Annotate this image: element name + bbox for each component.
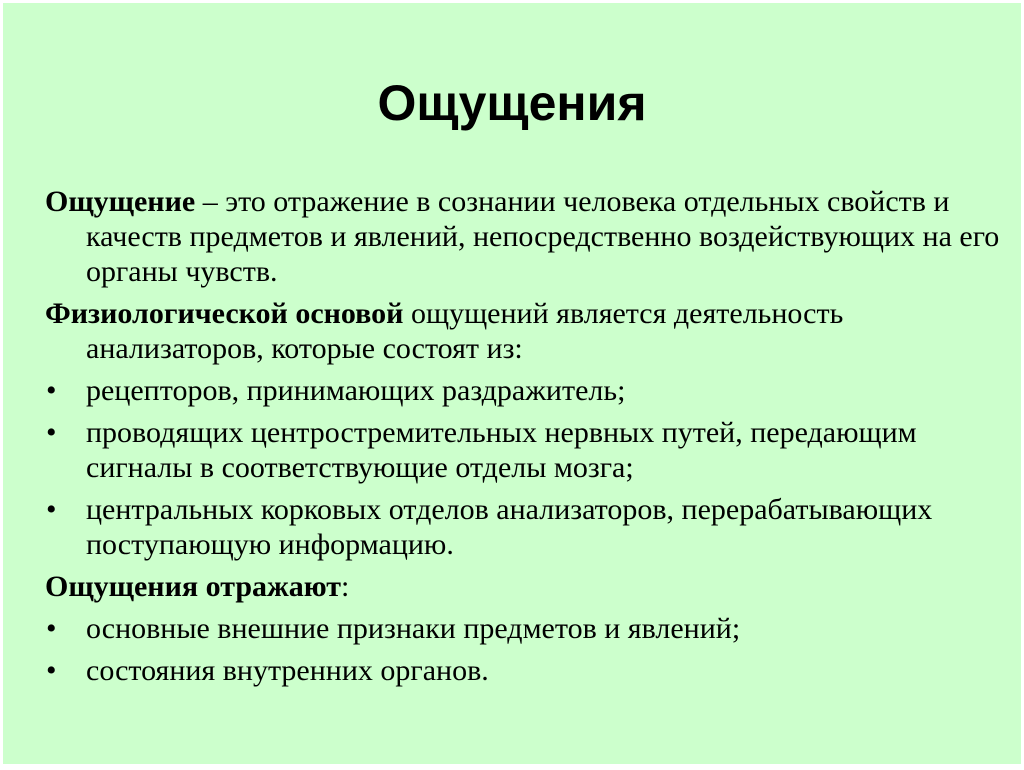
bullet-icon: • (46, 416, 57, 449)
reflects-heading-text: Ощущения отражают (45, 570, 342, 603)
list-item (45, 415, 1005, 485)
slide-title: Ощущения (377, 75, 647, 131)
slide (3, 3, 1021, 764)
list-item-text: состояния внутренних органов. (86, 654, 489, 687)
bullet-icon: • (46, 654, 57, 687)
list-item (45, 373, 1005, 408)
bullet-icon: • (46, 612, 57, 645)
list-item-text: рецепторов, принимающих раздражитель; (86, 374, 626, 407)
definition-text: – это отражение в сознании человека отдельных свойств и качеств предметов и явлений, непосредственно воздействующих на его органы чувств. (86, 185, 1000, 288)
reflects-heading-colon: : (341, 570, 350, 603)
definition-paragraph (45, 184, 1005, 289)
list-item (45, 653, 1005, 688)
bullet-icon: • (46, 493, 57, 526)
definition-term: Ощущение (45, 185, 196, 218)
list-item (45, 492, 1005, 562)
reflects-heading (45, 569, 1005, 604)
list-item-text: проводящих центростремительных нервных путей, передающим сигналы в соответствующие отделы мозга; (86, 416, 917, 484)
list-item (45, 611, 1005, 646)
physiology-paragraph (45, 296, 1005, 366)
physiology-text: ощущений является деятельность анализаторов, которые состоят из: (86, 297, 844, 365)
list-item-text: основные внешние признаки предметов и явлений; (86, 612, 741, 645)
bullet-icon: • (46, 374, 57, 407)
slide-body (45, 184, 1005, 695)
physiology-term: Физиологической основой (45, 297, 404, 330)
list-item-text: центральных корковых отделов анализаторов, перерабатывающих поступающую информацию. (86, 493, 933, 561)
